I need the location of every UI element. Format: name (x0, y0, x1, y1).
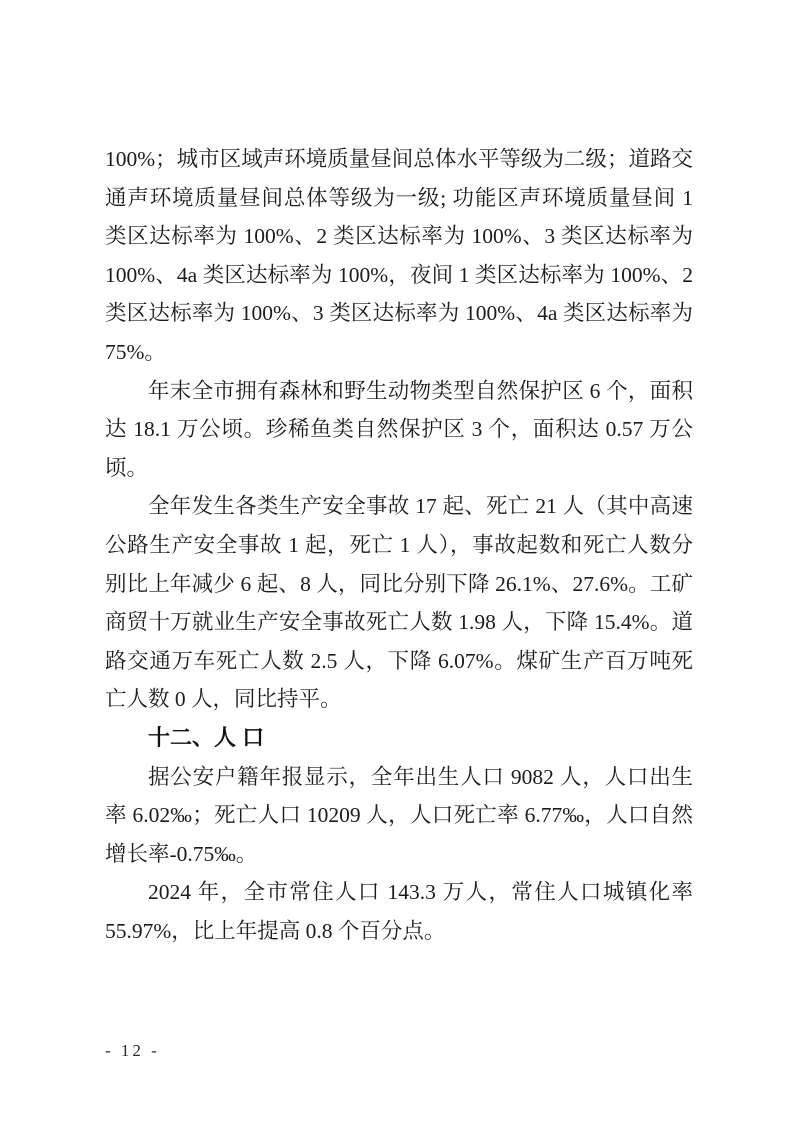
paragraph-noise-environment-quality: 100%；城市区域声环境质量昼间总体水平等级为二级；道路交通声环境质量昼间总体等级为一级; 功能区声环境质量昼间 1 类区达标率为 100%、2 类区达标率为 100%、3 类区达标率为 100%、4a 类区达标率为 100%，夜间 1 类区达标率为 100%、2 类区达标率为 100%、3 类区达标率为 100%、4a 类区达标率为 75%。 (105, 147, 693, 364)
paragraph-resident-population-urbanization: 2024 年，全市常住人口 143.3 万人，常住人口城镇化率 55.97%，比上年提高 0.8 个百分点。 (105, 880, 693, 943)
document-body (105, 140, 693, 950)
page-footer (105, 1041, 160, 1061)
paragraph-production-safety-accidents: 全年发生各类生产安全事故 17 起、死亡 21 人（其中高速公路生产安全事故 1 起，死亡 1 人），事故起数和死亡人数分别比上年减少 6 起、8 人，同比分别下降 26.1%、27.6%。工矿商贸十万就业生产安全事故死亡人数 1.98 人，下降 15.4%。道路交通万车死亡人数 2.5 人，下降 6.07%。煤矿生产百万吨死亡人数 0 人，同比持平。 (105, 494, 693, 712)
page-number: - 12 - (105, 1041, 160, 1060)
section-heading-population: 十二、人 口 (148, 724, 265, 750)
paragraph-nature-reserves: 年末全市拥有森林和野生动物类型自然保护区 6 个，面积达 18.1 万公顷。珍稀鱼类自然保护区 3 个，面积达 0.57 万公顷。 (105, 378, 693, 480)
paragraph-birth-death-rates: 据公安户籍年报显示，全年出生人口 9082 人，人口出生率 6.02‰；死亡人口 10209 人，人口死亡率 6.77‰，人口自然增长率-0.75‰。 (105, 764, 693, 866)
